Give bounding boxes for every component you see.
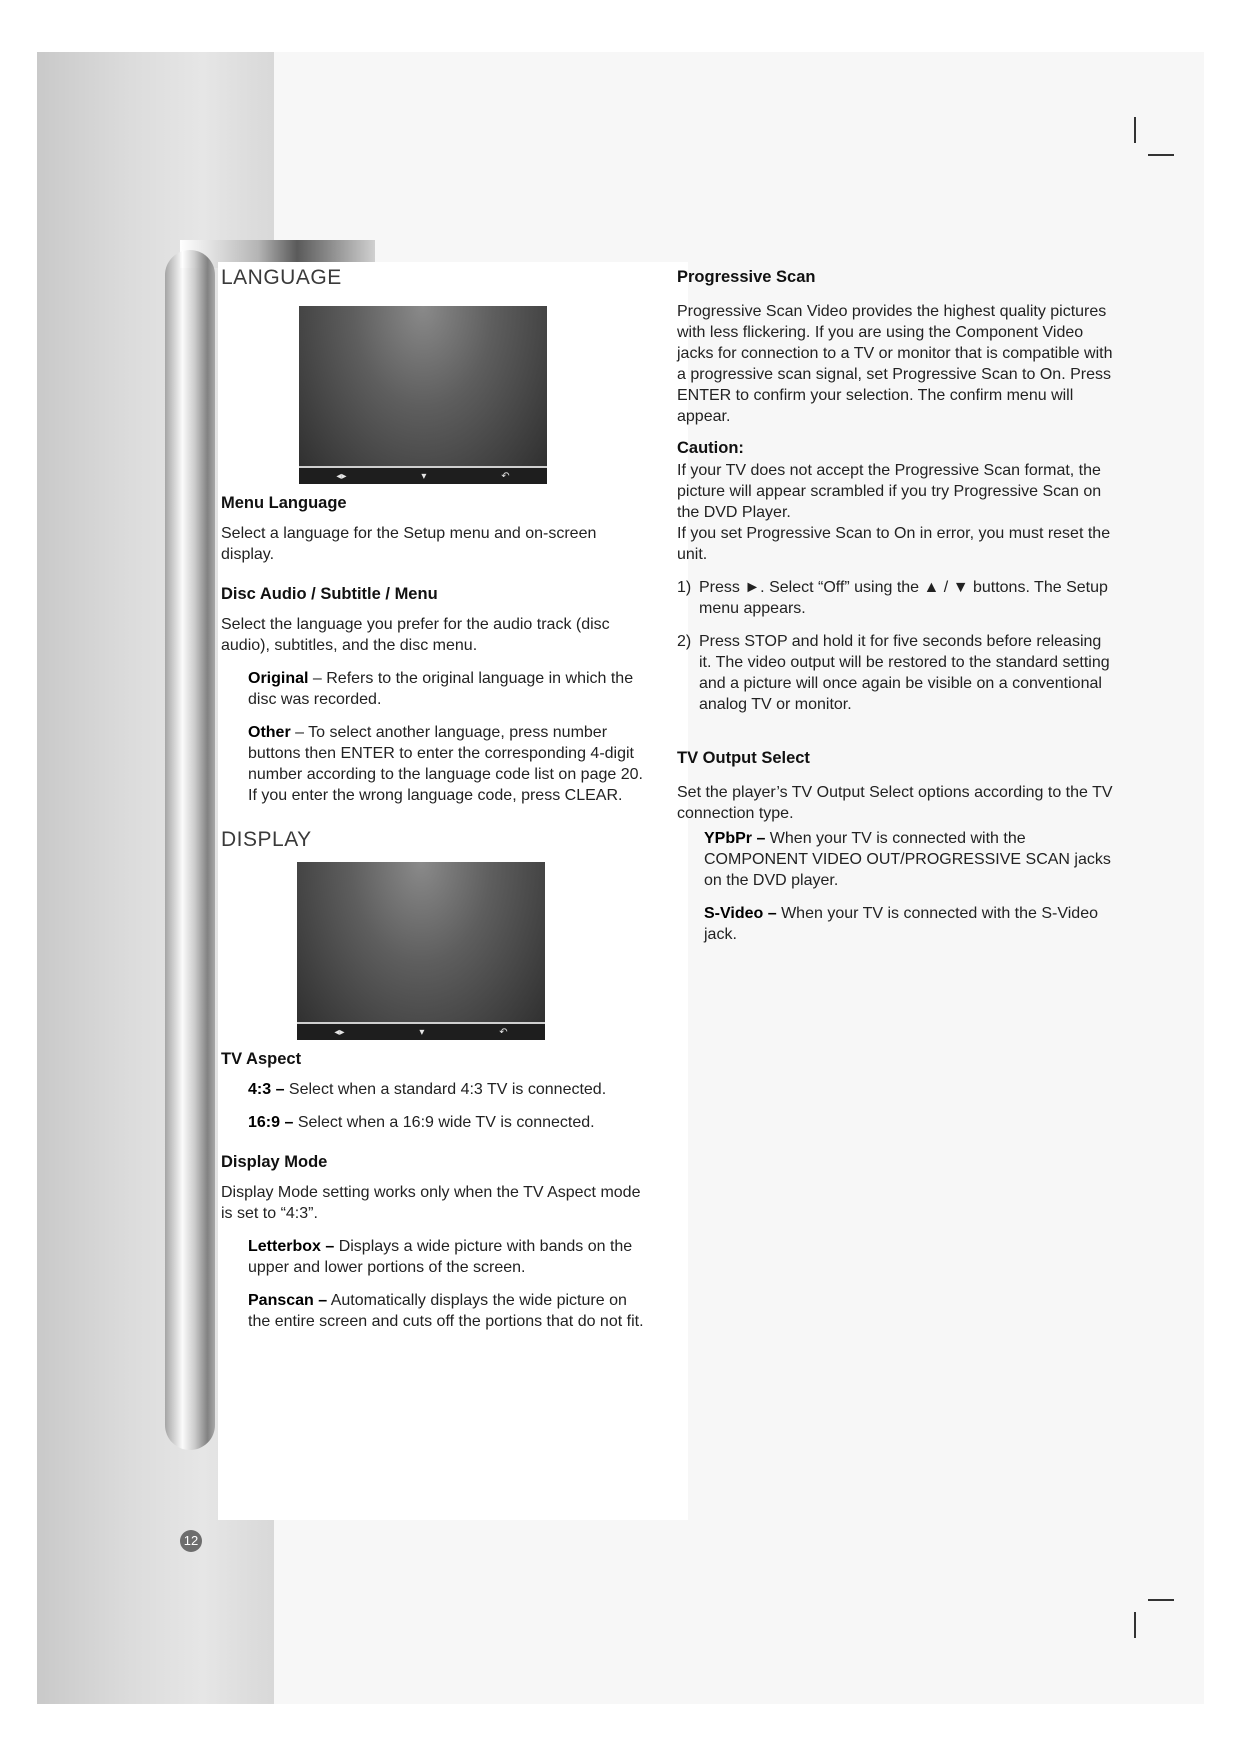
display-mode-text: Display Mode setting works only when the TV Aspect mode is set to “4:3”. — [221, 1184, 641, 1222]
down-arrow-icon: ▾ — [419, 1026, 425, 1038]
ypbpr-option — [704, 828, 1117, 891]
progressive-scan-text: Progressive Scan Video provides the highest quality pictures with less flickering. If you are using the Component Video jacks for connection to a TV or monitor that is compatible with a progressive scan signal, set Progressive Scan to On. Press ENTER to confirm your selection. The confirm menu will appear. — [677, 303, 1113, 425]
original-text: – Refers to the original language in which the disc was recorded. — [248, 670, 634, 708]
aspect-169-label: 16:9 – — [248, 1114, 294, 1131]
disc-audio-text: Select the language you prefer for the audio track (disc audio), subtitles, and the disc menu. — [221, 616, 610, 654]
step-1 — [677, 577, 1117, 619]
panscan-option — [248, 1290, 651, 1332]
display-mode-heading: Display Mode — [221, 1153, 328, 1171]
step-1-number: 1) — [677, 579, 692, 596]
tv-aspect-heading: TV Aspect — [221, 1050, 302, 1068]
letterbox-label: Letterbox – — [248, 1238, 335, 1255]
screen-nav-bar — [299, 466, 547, 484]
language-menu-screenshot — [299, 306, 547, 484]
panscan-label: Panscan – — [248, 1292, 328, 1309]
step-2 — [677, 631, 1117, 715]
disc-audio-heading: Disc Audio / Subtitle / Menu — [221, 585, 438, 603]
page-number-badge: 12 — [180, 1530, 202, 1552]
down-arrow-icon: ▾ — [421, 470, 427, 482]
caution-text-2: If you set Progressive Scan to On in error, you must reset the unit. — [677, 525, 1111, 563]
section-title-display: DISPLAY — [221, 828, 312, 851]
left-column — [221, 262, 651, 1344]
left-right-arrows-icon: ◂▸ — [334, 1026, 345, 1038]
crop-mark-top-horizontal — [1148, 154, 1174, 156]
menu-language-heading: Menu Language — [221, 494, 347, 512]
crop-mark-bottom-horizontal — [1148, 1599, 1174, 1601]
progressive-scan-heading: Progressive Scan — [677, 268, 816, 286]
menu-language-text: Select a language for the Setup menu and on-screen display. — [221, 525, 597, 563]
original-option — [248, 668, 651, 710]
other-label: Other — [248, 724, 291, 741]
aspect-43-label: 4:3 – — [248, 1081, 285, 1098]
crop-mark-top-vertical — [1134, 117, 1136, 143]
caution-text-1: If your TV does not accept the Progressive Scan format, the picture will appear scrambled if you try Progressive Scan on the DVD Player. — [677, 462, 1102, 521]
return-icon: ↶ — [501, 470, 510, 482]
step-2-number: 2) — [677, 633, 692, 650]
original-label: Original — [248, 670, 309, 687]
other-text: – To select another language, press number buttons then ENTER to enter the corresponding 4-digit number according to the language code list on page 20. If you enter the wrong language code, press CLEAR. — [248, 724, 643, 804]
aspect-43-option — [248, 1079, 651, 1100]
crop-mark-bottom-vertical — [1134, 1612, 1136, 1638]
ypbpr-label: YPbPr – — [704, 830, 766, 847]
left-right-arrows-icon: ◂▸ — [336, 470, 347, 482]
return-icon: ↶ — [499, 1026, 508, 1038]
right-column — [677, 262, 1117, 957]
section-title-language: LANGUAGE — [221, 266, 342, 289]
other-option — [248, 722, 651, 806]
svideo-label: S-Video – — [704, 905, 777, 922]
svideo-option — [704, 903, 1117, 945]
svideo-text: When your TV is connected with the S-Video jack. — [704, 905, 1098, 943]
step-1-text: Press ►. Select “Off” using the ▲ / ▼ buttons. The Setup menu appears. — [699, 579, 1108, 617]
panscan-text: Automatically displays the wide picture on the entire screen and cuts off the portions that do not fit. — [248, 1292, 644, 1330]
letterbox-option — [248, 1236, 651, 1278]
tv-output-text: Set the player’s TV Output Select options according to the TV connection type. — [677, 784, 1113, 822]
ypbpr-text: When your TV is connected with the COMPONENT VIDEO OUT/PROGRESSIVE SCAN jacks on the DVD player. — [704, 830, 1111, 889]
display-menu-screenshot — [297, 862, 545, 1040]
screen-nav-bar — [297, 1022, 545, 1040]
aspect-43-text: Select when a standard 4:3 TV is connected. — [284, 1081, 607, 1098]
caution-heading: Caution: — [677, 439, 744, 457]
letterbox-text: Displays a wide picture with bands on the upper and lower portions of the screen. — [248, 1238, 633, 1276]
tv-output-heading: TV Output Select — [677, 749, 810, 767]
decorative-chrome-bar — [165, 250, 215, 1450]
step-2-text: Press STOP and hold it for five seconds before releasing it. The video output will be restored to the standard setting and a picture will once again be visible on a conventional analog TV or monitor. — [699, 633, 1110, 713]
aspect-169-option — [248, 1112, 651, 1133]
aspect-169-text: Select when a 16:9 wide TV is connected. — [293, 1114, 595, 1131]
